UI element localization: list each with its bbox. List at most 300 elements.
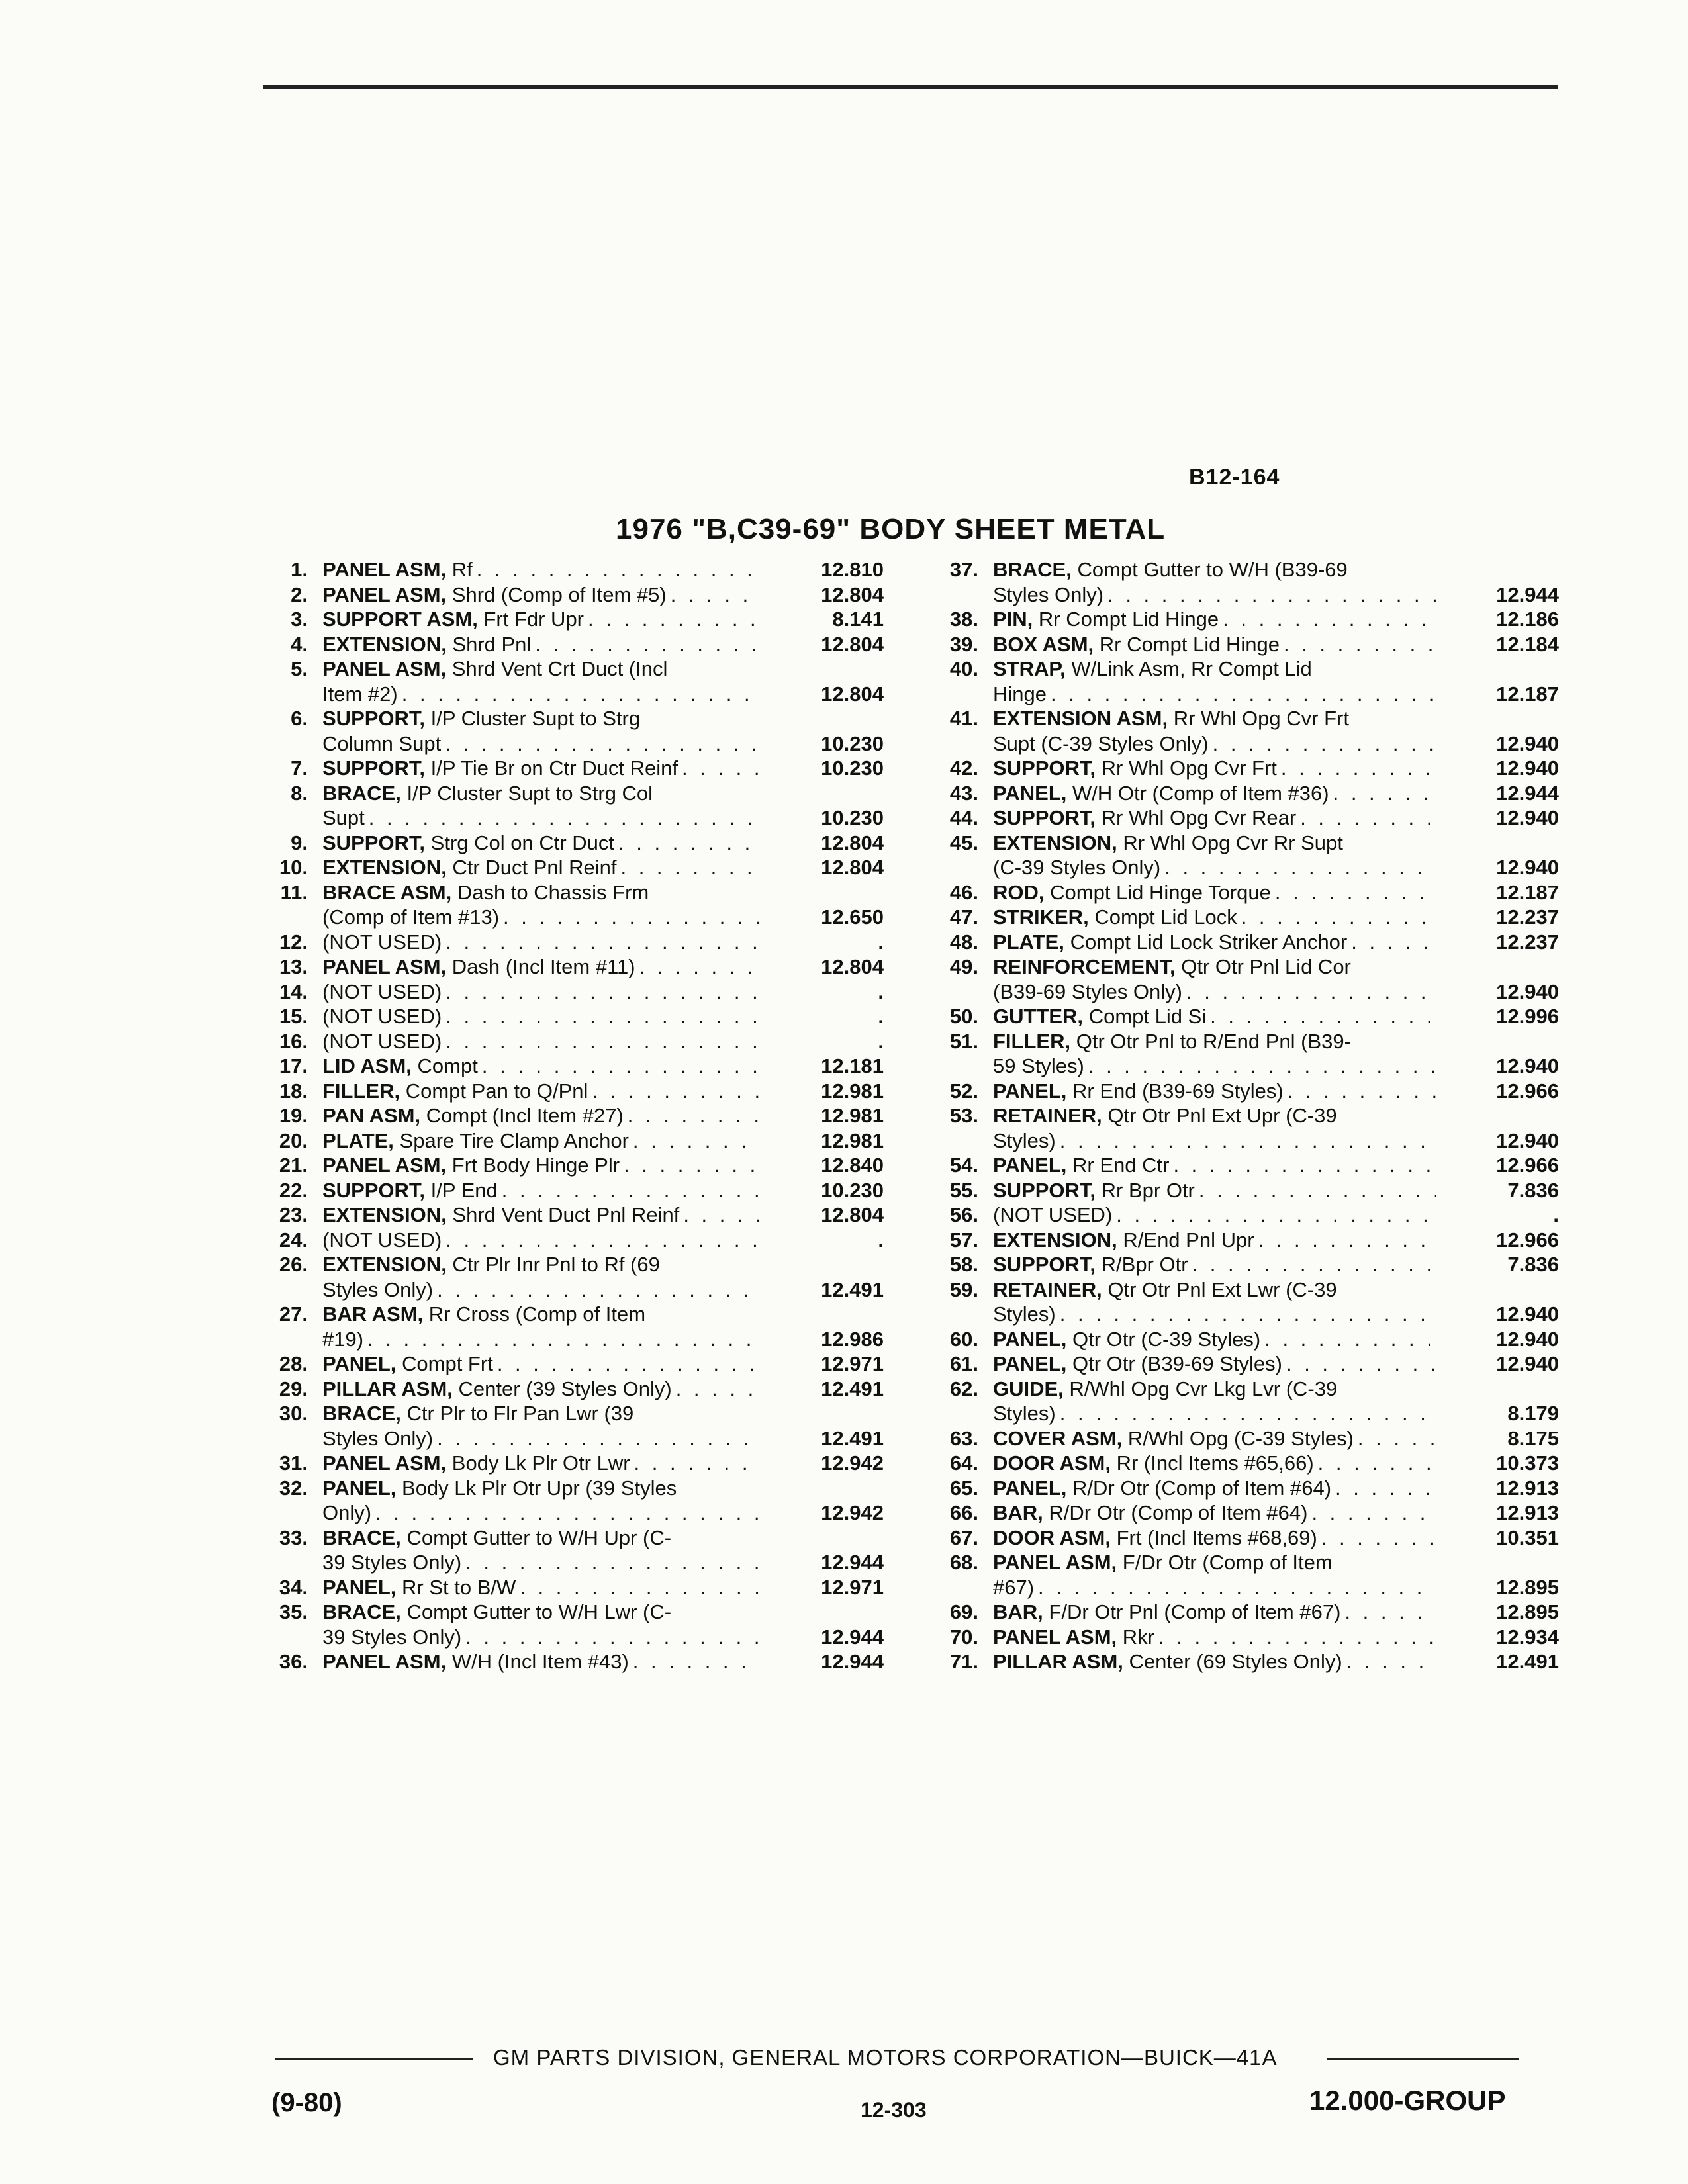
part-description: R/Whl Opg Cvr Lkg Lvr (C-39 xyxy=(1069,1377,1338,1400)
group-number: 7.836 xyxy=(1507,1178,1559,1202)
parts-list-item xyxy=(261,831,884,856)
part-description: R/Whl Opg (C-39 Styles) xyxy=(1127,1426,1354,1450)
part-description: 39 Styles Only) xyxy=(322,1551,462,1574)
item-number: 27. xyxy=(279,1302,308,1326)
parts-list-item xyxy=(932,1625,1559,1650)
parts-list-item xyxy=(932,1377,1559,1426)
dot-leader xyxy=(365,805,761,831)
part-keyword: RETAINER, xyxy=(993,1104,1102,1127)
part-description: Ctr Plr to Flr Pan Lwr (39 xyxy=(406,1402,634,1425)
part-keyword: BOX ASM, xyxy=(993,632,1094,656)
part-description: #67) xyxy=(993,1575,1035,1599)
group-number: 12.913 xyxy=(1496,1476,1559,1500)
group-number: 12.187 xyxy=(1496,682,1559,705)
parts-list-item xyxy=(932,1153,1559,1178)
part-description: Shrd Pnl xyxy=(452,632,532,656)
item-number: 42. xyxy=(949,756,978,780)
item-number: 4. xyxy=(291,632,308,656)
parts-list-item xyxy=(932,1327,1559,1352)
group-number: 12.940 xyxy=(1496,731,1559,755)
part-description: Compt Gutter to W/H (B39-69 xyxy=(1077,558,1348,581)
part-keyword: SUPPORT, xyxy=(322,707,426,730)
parts-list-item xyxy=(261,1451,884,1476)
part-keyword: PANEL, xyxy=(993,1476,1067,1500)
parts-list-item xyxy=(932,1500,1559,1525)
dot-leader xyxy=(630,1451,761,1476)
item-number: 48. xyxy=(949,930,978,954)
item-number: 57. xyxy=(949,1228,978,1251)
group-number: . xyxy=(1553,1203,1559,1226)
part-description: Body Lk Plr Otr Lwr xyxy=(451,1451,630,1475)
part-keyword: LID ASM, xyxy=(322,1054,412,1077)
part-keyword: FILLER, xyxy=(993,1029,1071,1053)
item-number: 71. xyxy=(949,1650,978,1673)
dot-leader xyxy=(371,1500,761,1525)
group-number: 12.940 xyxy=(1496,1128,1559,1152)
part-description: W/Link Asm, Rr Compt Lid xyxy=(1071,657,1312,680)
parts-list-item xyxy=(261,657,884,706)
dot-leader xyxy=(1160,855,1436,880)
item-number: 51. xyxy=(949,1029,978,1053)
dot-leader xyxy=(1354,1426,1436,1451)
part-keyword: SUPPORT, xyxy=(993,1253,1096,1276)
item-number: 55. xyxy=(949,1178,978,1202)
parts-list-item xyxy=(261,781,884,831)
group-number: 12.944 xyxy=(821,1650,884,1673)
dot-leader xyxy=(616,855,761,880)
part-description: (NOT USED) xyxy=(322,1005,442,1028)
parts-list-item xyxy=(932,607,1559,632)
parts-list-item xyxy=(261,954,884,979)
part-description: Dash (Incl Item #11) xyxy=(451,955,635,978)
part-description: Rr Whl Opg Cvr Rear xyxy=(1101,806,1297,829)
part-description: Qtr Otr (B39-69 Styles) xyxy=(1072,1352,1282,1375)
dot-leader xyxy=(442,1228,761,1253)
group-number: 12.942 xyxy=(821,1501,884,1524)
parts-list-item xyxy=(261,1228,884,1253)
part-keyword: EXTENSION, xyxy=(322,1203,447,1226)
part-description: Column Supt xyxy=(322,731,442,755)
part-description: R/Dr Otr (Comp of Item #64) xyxy=(1049,1501,1308,1524)
item-number: 50. xyxy=(949,1005,978,1028)
parts-list-item xyxy=(261,1203,884,1228)
part-keyword: PANEL, xyxy=(322,1476,397,1500)
part-description: I/P Cluster Supt to Strg Col xyxy=(406,781,653,805)
part-description: I/P Tie Br on Ctr Duct Reinf xyxy=(430,756,678,780)
item-number: 7. xyxy=(291,756,308,780)
group-number: 12.986 xyxy=(821,1327,884,1351)
dot-leader xyxy=(672,1377,761,1402)
part-description: Rr Whl Opg Cvr Rr Supt xyxy=(1123,831,1343,854)
dot-leader xyxy=(461,1550,761,1575)
item-number: 33. xyxy=(279,1525,308,1549)
part-description: Compt Lid Si xyxy=(1088,1005,1207,1028)
part-description: Body Lk Plr Otr Upr (39 Styles xyxy=(402,1476,677,1500)
parts-list-item xyxy=(932,706,1559,756)
part-description: Rr End Ctr xyxy=(1072,1154,1170,1177)
part-description: Shrd Vent Crt Duct (Incl xyxy=(451,657,668,680)
dot-leader xyxy=(1342,1649,1436,1674)
part-keyword: EXTENSION, xyxy=(322,1253,447,1276)
part-description: Compt Frt xyxy=(402,1352,493,1375)
dot-leader xyxy=(624,1103,761,1128)
part-keyword: DOOR ASM, xyxy=(993,1525,1111,1549)
part-keyword: SUPPORT, xyxy=(993,756,1096,780)
group-number: 12.804 xyxy=(821,831,884,854)
part-keyword: PANEL ASM, xyxy=(322,582,447,606)
parts-list-item xyxy=(261,557,884,582)
part-keyword: PANEL ASM, xyxy=(322,558,447,581)
part-keyword: SUPPORT ASM, xyxy=(322,608,478,631)
group-number: 12.944 xyxy=(1496,781,1559,805)
dot-leader xyxy=(679,1203,761,1228)
footer-page-number: 12-303 xyxy=(861,2098,927,2122)
parts-list-item xyxy=(261,880,884,930)
item-number: 44. xyxy=(949,806,978,829)
parts-list-item xyxy=(261,1029,884,1054)
item-number: 34. xyxy=(279,1575,308,1599)
part-description: Rr Whl Opg Cvr Frt xyxy=(1101,756,1277,780)
parts-list-item xyxy=(261,1476,884,1525)
parts-list-item xyxy=(261,1153,884,1178)
parts-list-item xyxy=(932,1252,1559,1277)
part-description: Rr St to B/W xyxy=(402,1575,516,1599)
group-number: 12.934 xyxy=(1496,1625,1559,1649)
group-number: . xyxy=(878,1005,884,1028)
item-number: 20. xyxy=(279,1128,308,1152)
parts-list-item xyxy=(261,1079,884,1104)
parts-list-item xyxy=(932,930,1559,955)
part-description: Rr Compt Lid Hinge xyxy=(1099,632,1280,656)
dot-leader xyxy=(493,1351,761,1377)
item-number: 69. xyxy=(949,1600,978,1623)
part-description: Ctr Duct Pnl Reinf xyxy=(452,856,617,879)
group-number: 10.230 xyxy=(821,1178,884,1202)
group-number: 12.804 xyxy=(821,856,884,879)
dot-leader xyxy=(1329,781,1436,806)
part-description: Compt Lid Hinge Torque xyxy=(1050,880,1271,904)
part-keyword: SUPPORT, xyxy=(322,1178,426,1202)
dot-leader xyxy=(1182,979,1436,1005)
group-number: 12.491 xyxy=(821,1377,884,1400)
part-keyword: BRACE, xyxy=(322,1402,401,1425)
part-keyword: ROD, xyxy=(993,880,1045,904)
group-number: 12.187 xyxy=(1496,880,1559,904)
parts-list-item xyxy=(932,880,1559,905)
parts-list-item xyxy=(261,632,884,657)
item-number: 39. xyxy=(949,632,978,656)
group-number: 12.237 xyxy=(1496,905,1559,929)
parts-list-item xyxy=(261,1600,884,1649)
part-keyword: BAR, xyxy=(993,1501,1043,1524)
dot-leader xyxy=(433,1277,761,1302)
part-description: Frt Fdr Upr xyxy=(483,608,585,631)
part-description: Item #2) xyxy=(322,682,398,705)
dot-leader xyxy=(433,1426,761,1451)
item-number: 8. xyxy=(291,781,308,805)
parts-list-item xyxy=(932,1649,1559,1674)
part-keyword: PANEL, xyxy=(322,1352,397,1375)
dot-leader xyxy=(1340,1600,1436,1625)
item-number: 45. xyxy=(949,831,978,854)
part-keyword: PANEL ASM, xyxy=(322,955,447,978)
dot-leader xyxy=(1195,1178,1436,1203)
item-number: 6. xyxy=(291,707,308,730)
parts-list-item xyxy=(261,706,884,756)
dot-leader xyxy=(1284,1079,1436,1104)
dot-leader xyxy=(1219,607,1436,632)
group-number: 12.981 xyxy=(821,1104,884,1127)
group-number: 12.804 xyxy=(821,582,884,606)
item-number: 28. xyxy=(279,1352,308,1375)
parts-list-item xyxy=(932,557,1559,607)
item-number: 59. xyxy=(949,1277,978,1301)
item-number: 60. xyxy=(949,1327,978,1351)
item-number: 17. xyxy=(279,1054,308,1077)
part-description: Rr Compt Lid Hinge xyxy=(1038,608,1219,631)
group-number: . xyxy=(878,1228,884,1251)
parts-list-item xyxy=(932,1476,1559,1501)
group-number: 10.351 xyxy=(1496,1525,1559,1549)
part-description: R/Dr Otr (Comp of Item #64) xyxy=(1072,1476,1332,1500)
parts-list-item xyxy=(932,805,1559,831)
parts-list-item xyxy=(261,1004,884,1029)
dot-leader xyxy=(1209,731,1436,756)
part-description: Compt (Incl Item #27) xyxy=(426,1104,624,1127)
part-description: Supt xyxy=(322,806,365,829)
group-number: . xyxy=(878,1029,884,1053)
item-number: 61. xyxy=(949,1352,978,1375)
item-number: 5. xyxy=(291,657,308,680)
part-description: Center (39 Styles Only) xyxy=(458,1377,672,1400)
item-number: 14. xyxy=(279,979,308,1003)
part-keyword: FILLER, xyxy=(322,1079,400,1103)
dot-leader xyxy=(620,1153,761,1178)
parts-list-item xyxy=(932,781,1559,806)
group-number: 8.179 xyxy=(1507,1402,1559,1425)
part-description: (Comp of Item #13) xyxy=(322,905,500,929)
part-description: (NOT USED) xyxy=(322,1029,442,1053)
item-number: 9. xyxy=(291,831,308,854)
part-description: Styles Only) xyxy=(322,1277,434,1301)
dot-leader xyxy=(442,930,761,955)
item-number: 54. xyxy=(949,1154,978,1177)
group-number: 12.804 xyxy=(821,955,884,978)
dot-leader xyxy=(1271,880,1436,905)
part-keyword: PANEL ASM, xyxy=(993,1625,1117,1649)
dot-leader xyxy=(1296,805,1436,831)
part-description: Rr (Incl Items #65,66) xyxy=(1116,1451,1314,1475)
dot-leader xyxy=(1277,756,1436,781)
part-description: W/H Otr (Comp of Item #36) xyxy=(1072,781,1329,805)
dot-leader xyxy=(588,1079,761,1104)
part-description: F/Dr Otr (Comp of Item xyxy=(1122,1551,1333,1574)
item-number: 29. xyxy=(279,1377,308,1400)
part-keyword: PILLAR ASM, xyxy=(322,1377,453,1400)
part-description: Compt Gutter to W/H Upr (C- xyxy=(406,1525,672,1549)
part-keyword: PANEL, xyxy=(993,781,1067,805)
parts-list-item xyxy=(932,831,1559,880)
group-number: . xyxy=(878,930,884,954)
part-description: Frt (Incl Items #68,69) xyxy=(1116,1525,1317,1549)
dot-leader xyxy=(498,1178,761,1203)
part-description: W/H (Incl Item #43) xyxy=(451,1650,629,1673)
part-description: Qtr Otr (C-39 Styles) xyxy=(1072,1327,1261,1351)
group-number: 12.895 xyxy=(1496,1600,1559,1623)
part-keyword: SUPPORT, xyxy=(322,756,426,780)
dot-leader xyxy=(1254,1228,1436,1253)
part-description: (NOT USED) xyxy=(322,930,442,954)
part-keyword: EXTENSION ASM, xyxy=(993,707,1168,730)
part-keyword: SUPPORT, xyxy=(322,831,426,854)
part-keyword: PILLAR ASM, xyxy=(993,1650,1123,1673)
dot-leader xyxy=(1280,632,1436,657)
part-keyword: PANEL, xyxy=(993,1154,1067,1177)
part-keyword: SUPPORT, xyxy=(993,1178,1096,1202)
dot-leader xyxy=(1206,1004,1436,1029)
item-number: 43. xyxy=(949,781,978,805)
part-description: Styles) xyxy=(993,1402,1056,1425)
group-number: 12.940 xyxy=(1496,856,1559,879)
parts-list-item xyxy=(932,1600,1559,1625)
group-number: 12.650 xyxy=(821,905,884,929)
group-number: 10.373 xyxy=(1496,1451,1559,1475)
group-number: 12.940 xyxy=(1496,1054,1559,1077)
parts-list-item xyxy=(932,1178,1559,1203)
parts-list-item xyxy=(932,1228,1559,1253)
item-number: 62. xyxy=(949,1377,978,1400)
part-keyword: STRAP, xyxy=(993,657,1066,680)
item-number: 24. xyxy=(279,1228,308,1251)
item-number: 40. xyxy=(949,657,978,680)
part-description: Spare Tire Clamp Anchor xyxy=(399,1128,629,1152)
part-keyword: RETAINER, xyxy=(993,1277,1102,1301)
dot-leader xyxy=(1103,582,1436,608)
part-keyword: EXTENSION, xyxy=(322,632,447,656)
part-description: Styles) xyxy=(993,1302,1056,1326)
parts-list-item xyxy=(932,1550,1559,1600)
footer-rule-left xyxy=(275,2058,473,2060)
dot-leader xyxy=(667,582,761,608)
dot-leader xyxy=(1188,1252,1436,1277)
parts-list-item xyxy=(261,1525,884,1575)
part-keyword: BRACE, xyxy=(993,558,1072,581)
parts-list-item xyxy=(932,1029,1559,1079)
parts-list-item xyxy=(261,1178,884,1203)
group-number: 12.966 xyxy=(1496,1079,1559,1103)
part-description: Qtr Otr Pnl Ext Lwr (C-39 xyxy=(1107,1277,1337,1301)
part-keyword: PANEL, xyxy=(993,1327,1067,1351)
part-description: Center (69 Styles Only) xyxy=(1129,1650,1342,1673)
footer-rule-right xyxy=(1327,2058,1519,2060)
dot-leader xyxy=(1084,1054,1436,1079)
dot-leader xyxy=(1034,1575,1436,1600)
item-number: 35. xyxy=(279,1600,308,1623)
parts-list-item xyxy=(932,1103,1559,1153)
item-number: 58. xyxy=(949,1253,978,1276)
dot-leader xyxy=(442,1029,761,1054)
part-keyword: SUPPORT, xyxy=(993,806,1096,829)
dot-leader xyxy=(1307,1500,1436,1525)
item-number: 13. xyxy=(279,955,308,978)
dot-leader xyxy=(1331,1476,1436,1501)
parts-list-item xyxy=(932,1277,1559,1327)
part-description: (C-39 Styles Only) xyxy=(993,856,1161,879)
footer-group: 12.000-GROUP xyxy=(1309,2085,1506,2116)
group-number: 10.230 xyxy=(821,731,884,755)
part-keyword: COVER ASM, xyxy=(993,1426,1123,1450)
part-keyword: PANEL ASM, xyxy=(322,1154,447,1177)
part-description: Compt Lid Lock Striker Anchor xyxy=(1070,930,1348,954)
parts-list-item xyxy=(932,632,1559,657)
group-number: 12.940 xyxy=(1496,806,1559,829)
part-description: I/P Cluster Supt to Strg xyxy=(430,707,641,730)
dot-leader xyxy=(473,557,761,582)
part-keyword: PLATE, xyxy=(322,1128,394,1152)
group-number: 12.940 xyxy=(1496,1302,1559,1326)
item-number: 31. xyxy=(279,1451,308,1475)
part-description: (NOT USED) xyxy=(322,979,442,1003)
group-number: 12.940 xyxy=(1496,756,1559,780)
part-description: Hinge xyxy=(993,682,1047,705)
part-description: Rf xyxy=(451,558,473,581)
page-title: 1976 "B,C39-69" BODY SHEET METAL xyxy=(616,513,1166,545)
group-number: 12.184 xyxy=(1496,632,1559,656)
part-description: Rr Cross (Comp of Item xyxy=(428,1302,646,1326)
item-number: 46. xyxy=(949,880,978,904)
group-number: 12.981 xyxy=(821,1128,884,1152)
dot-leader xyxy=(1314,1451,1436,1476)
part-keyword: PANEL, xyxy=(322,1575,397,1599)
group-number: 12.966 xyxy=(1496,1154,1559,1177)
group-number: 12.491 xyxy=(1496,1650,1559,1673)
parts-list-item xyxy=(261,1401,884,1451)
part-description: Shrd Vent Duct Pnl Reinf xyxy=(452,1203,680,1226)
parts-list-right xyxy=(932,557,1559,1674)
part-keyword: BAR, xyxy=(993,1600,1043,1623)
parts-list-item xyxy=(261,930,884,955)
group-number: 12.491 xyxy=(821,1277,884,1301)
part-keyword: BRACE, xyxy=(322,781,401,805)
parts-list-item xyxy=(932,1351,1559,1377)
item-number: 32. xyxy=(279,1476,308,1500)
parts-list-item xyxy=(261,1351,884,1377)
dot-leader xyxy=(614,831,761,856)
item-number: 26. xyxy=(279,1253,308,1276)
parts-list-item xyxy=(261,582,884,608)
group-number: 10.230 xyxy=(821,756,884,780)
item-number: 30. xyxy=(279,1402,308,1425)
dot-leader xyxy=(516,1575,761,1600)
part-keyword: PANEL ASM, xyxy=(322,1650,447,1673)
part-description: R/Bpr Otr xyxy=(1101,1253,1188,1276)
part-description: Compt Gutter to W/H Lwr (C- xyxy=(406,1600,672,1623)
parts-list-item xyxy=(261,855,884,880)
dot-leader xyxy=(1047,682,1436,707)
item-number: 23. xyxy=(279,1203,308,1226)
group-number: 12.981 xyxy=(821,1079,884,1103)
part-keyword: DOOR ASM, xyxy=(993,1451,1111,1475)
item-number: 11. xyxy=(280,880,308,904)
group-number: 8.175 xyxy=(1507,1426,1559,1450)
item-number: 65. xyxy=(949,1476,978,1500)
parts-list-item xyxy=(932,905,1559,930)
part-description: Styles Only) xyxy=(993,582,1104,606)
dot-leader xyxy=(678,756,761,781)
parts-list-item xyxy=(261,1103,884,1128)
item-number: 16. xyxy=(279,1029,308,1053)
group-number: 12.804 xyxy=(821,1203,884,1226)
